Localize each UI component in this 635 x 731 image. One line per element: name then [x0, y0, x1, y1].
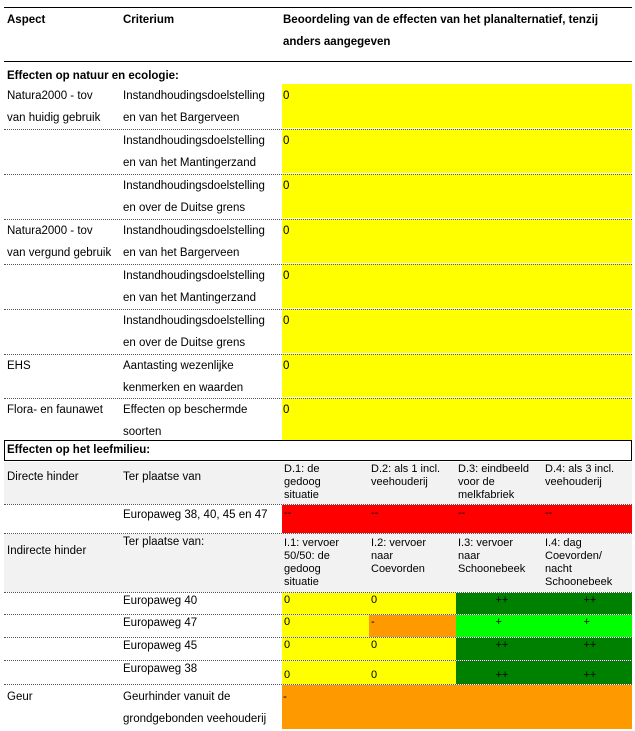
natuur-criterium-line1: Instandhoudingsdoelstelling: [123, 180, 265, 192]
directe-column-header: melkfabriek: [458, 489, 515, 501]
indirecte-score: 0: [284, 639, 291, 651]
indirecte-score: ++: [583, 669, 597, 681]
score-cell: [282, 593, 369, 614]
directe-column-header: D.2: als 1 incl.: [371, 463, 441, 475]
indirecte-column-header: Schoonebeek: [545, 576, 613, 588]
top-rule: [4, 7, 632, 8]
score-cell-neutral: [282, 264, 632, 308]
natuur-criterium-line2: kenmerken en waarden: [123, 382, 244, 394]
natuur-aspect-line1: Natura2000 - tov: [7, 90, 93, 102]
section-leefmilieu: Effecten op het leefmilieu:: [7, 444, 151, 456]
indirecte-score: ++: [495, 669, 509, 681]
score-cell: [282, 505, 369, 533]
directe-column-header: voor de: [458, 476, 495, 488]
directe-criterium: Ter plaatse van: [123, 471, 201, 483]
indirecte-column-header: I.2: vervoer: [371, 537, 427, 549]
natuur-criterium-line2: soorten: [123, 426, 162, 438]
natuur-score: 0: [283, 135, 290, 147]
header-aspect: Aspect: [7, 14, 46, 26]
indirecte-row-label: Europaweg 45: [123, 640, 198, 652]
indirecte-criterium: Ter plaatse van:: [123, 536, 205, 548]
score-cell: [282, 661, 369, 684]
directe-column-header: situatie: [284, 489, 319, 501]
natuur-criterium-line2: en van het Bargerveen: [123, 247, 240, 259]
natuur-criterium-line1: Instandhoudingsdoelstelling: [123, 135, 265, 147]
header-criterium: Criterium: [123, 14, 175, 26]
natuur-score: 0: [283, 360, 290, 372]
natuur-criterium-line1: Instandhoudingsdoelstelling: [123, 90, 265, 102]
indirecte-score: ++: [495, 594, 509, 606]
natuur-score: 0: [283, 180, 290, 192]
indirecte-column-header: Coevorden/: [545, 550, 602, 562]
natuur-aspect-line2: van huidig gebruik: [7, 112, 101, 124]
score-cell: [369, 661, 456, 684]
directe-column-header: D.4: als 3 incl.: [545, 463, 615, 475]
directe-column-header: D.3: eindbeeld: [458, 463, 529, 475]
indirecte-score: +: [583, 616, 590, 628]
divider: [4, 264, 632, 265]
indirecte-score: -: [371, 616, 375, 628]
divider: [4, 309, 632, 310]
score-cell: [369, 593, 456, 614]
indirecte-column-header: Schoonebeek: [458, 563, 526, 575]
indirecte-score: 0: [371, 669, 378, 681]
indirecte-column-header: naar: [371, 550, 394, 562]
score-cell-neutral: [282, 84, 632, 128]
directe-score: --: [284, 507, 292, 519]
natuur-score: 0: [283, 315, 290, 327]
score-cell-neutral: [282, 129, 632, 173]
divider: [4, 174, 632, 175]
header-beoordeling-line2: anders aangegeven: [283, 36, 391, 48]
natuur-criterium-line2: en van het Mantingerzand: [123, 157, 256, 169]
score-cell: [543, 505, 632, 533]
indirecte-column-header: naar: [458, 550, 481, 562]
indirecte-column-header: nacht: [545, 563, 572, 575]
score-cell-neutral: [282, 174, 632, 218]
header-rule: [4, 61, 632, 62]
score-cell-neutral: [282, 398, 632, 440]
indirecte-score: 0: [284, 594, 291, 606]
indirecte-column-header: I.3: vervoer: [458, 537, 514, 549]
natuur-criterium-line1: Effecten op beschermde: [123, 404, 248, 416]
indirecte-column-header: 50/50: de: [284, 550, 330, 562]
directe-column-header: veehouderij: [545, 476, 602, 488]
indirecte-row-label: Europaweg 38: [123, 663, 198, 675]
geur-criterium-line1: Geurhinder vanuit de: [123, 691, 231, 703]
natuur-criterium-line2: en van het Bargerveen: [123, 112, 240, 124]
score-cell-neutral: [282, 219, 632, 263]
geur-aspect: Geur: [7, 691, 33, 703]
directe-column-header: D.1: de: [284, 463, 320, 475]
directe-column-header: veehouderij: [371, 476, 428, 488]
natuur-criterium-line1: Aantasting wezenlijke: [123, 360, 234, 372]
score-cell: [456, 505, 543, 533]
indirecte-row-label: Europaweg 40: [123, 595, 198, 607]
score-cell-neutral: [282, 354, 632, 397]
section-natuur: Effecten op natuur en ecologie:: [7, 70, 179, 82]
score-cell: [369, 638, 456, 660]
natuur-score: 0: [283, 404, 290, 416]
directe-score: --: [458, 507, 466, 519]
indirecte-score: ++: [583, 639, 597, 651]
indirecte-column-header: I.1: vervoer: [284, 537, 340, 549]
score-cell-neutral: [282, 309, 632, 353]
indirecte-score: 0: [284, 616, 291, 628]
indirecte-column-header: I.4: dag: [545, 537, 582, 549]
natuur-aspect-line1: EHS: [7, 360, 31, 372]
natuur-aspect-line1: Natura2000 - tov: [7, 225, 93, 237]
indirecte-score: 0: [371, 639, 378, 651]
indirecte-row-label: Europaweg 47: [123, 617, 198, 629]
natuur-criterium-line1: Instandhoudingsdoelstelling: [123, 225, 265, 237]
directe-aspect: Directe hinder: [7, 471, 79, 483]
natuur-criterium-line2: en over de Duitse grens: [123, 202, 246, 214]
indirecte-column-header: Coevorden: [371, 563, 425, 575]
directe-column-header: gedoog: [284, 476, 321, 488]
score-cell: [282, 615, 369, 637]
header-beoordeling-line1: Beoordeling van de effecten van het planalternatief, tenzij: [283, 14, 599, 26]
indirecte-column-header: gedoog: [284, 563, 321, 575]
natuur-score: 0: [283, 225, 290, 237]
geur-score: -: [283, 691, 287, 703]
natuur-criterium-line1: Instandhoudingsdoelstelling: [123, 315, 265, 327]
indirecte-score: ++: [583, 594, 597, 606]
score-cell: [369, 505, 456, 533]
divider: [4, 129, 632, 130]
indirecte-score: +: [495, 616, 502, 628]
directe-row-label: Europaweg 38, 40, 45 en 47: [123, 509, 268, 521]
natuur-criterium-line1: Instandhoudingsdoelstelling: [123, 270, 265, 282]
natuur-aspect-line2: van vergund gebruik: [7, 247, 112, 259]
geur-score-cell: [282, 685, 632, 729]
natuur-criterium-line2: en van het Mantingerzand: [123, 292, 256, 304]
indirecte-score: ++: [495, 639, 509, 651]
indirecte-column-header: situatie: [284, 576, 319, 588]
indirecte-score: 0: [284, 669, 291, 681]
indirecte-score: 0: [371, 594, 378, 606]
score-cell: [282, 638, 369, 660]
geur-criterium-line2: grondgebonden veehouderij: [123, 713, 267, 725]
directe-score: --: [371, 507, 379, 519]
divider: [4, 219, 632, 220]
score-cell: [369, 615, 456, 637]
indirecte-aspect: Indirecte hinder: [7, 545, 87, 557]
natuur-aspect-line1: Flora- en faunawet: [7, 404, 103, 416]
directe-score: --: [545, 507, 553, 519]
divider: [4, 354, 632, 355]
natuur-criterium-line2: en over de Duitse grens: [123, 337, 246, 349]
natuur-score: 0: [283, 90, 290, 102]
natuur-score: 0: [283, 270, 290, 282]
